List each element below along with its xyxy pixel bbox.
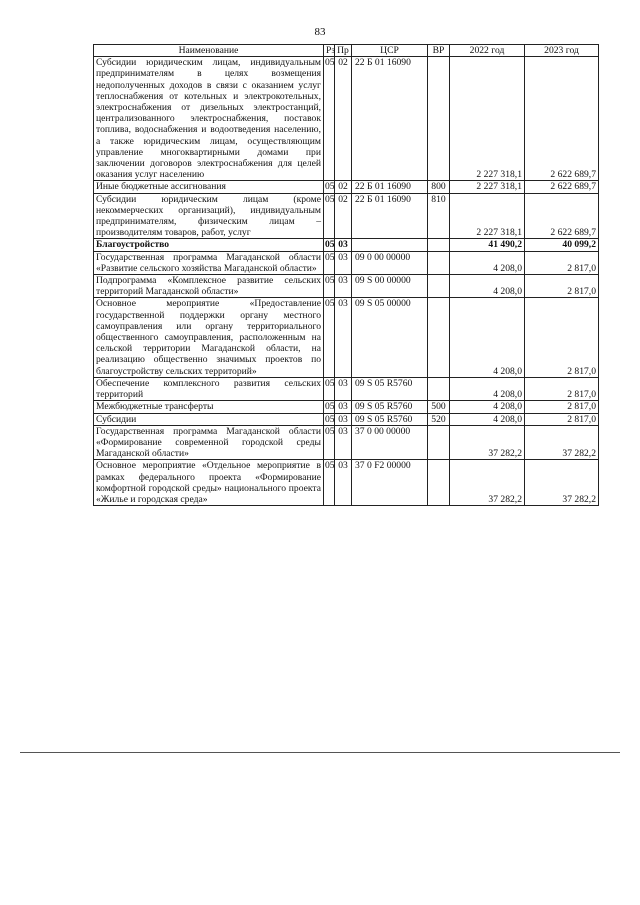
row-csr: 09 S 05 R5760 bbox=[352, 413, 428, 425]
row-2023: 2 817,0 bbox=[525, 251, 599, 274]
row-pr: 02 bbox=[335, 57, 352, 181]
row-name: Иные бюджетные ассигнования bbox=[94, 181, 324, 193]
table-row bbox=[94, 275, 599, 298]
row-2023: 2 817,0 bbox=[525, 413, 599, 425]
row-rz: 05 bbox=[325, 401, 335, 413]
row-rz: 05 bbox=[324, 425, 335, 460]
row-vr bbox=[428, 251, 450, 274]
row-rz: 05 bbox=[325, 181, 335, 193]
table-row bbox=[94, 298, 599, 377]
row-name: Субсидии юридическим лицам (кроме некоммерческих организаций), индивидуальным предпринимателям, физическим лицам – производителям товаров, работ, услуг bbox=[94, 193, 324, 239]
row-2023: 2 817,0 bbox=[525, 275, 599, 298]
row-rz: 05 bbox=[324, 57, 335, 181]
row-2022: 4 208,0 bbox=[450, 275, 525, 298]
row-2023: 37 282,2 bbox=[525, 460, 599, 506]
header-name: Наименование bbox=[94, 45, 324, 57]
row-2023: 2 817,0 bbox=[525, 401, 599, 413]
header-2022: 2022 год bbox=[450, 45, 525, 57]
header-csr: ЦСР bbox=[352, 45, 428, 57]
table-row bbox=[94, 425, 599, 460]
table-header-row bbox=[94, 45, 599, 57]
row-name: Межбюджетные трансферты bbox=[94, 401, 324, 413]
row-2022: 37 282,2 bbox=[450, 460, 525, 506]
row-name: Благоустройство bbox=[94, 239, 324, 251]
row-pr: 02 bbox=[335, 193, 352, 239]
row-csr: 09 S 05 00000 bbox=[352, 298, 428, 377]
row-csr: 37 0 F2 00000 bbox=[352, 460, 428, 506]
table-row bbox=[94, 181, 599, 193]
row-vr: 810 bbox=[428, 193, 450, 239]
row-rz: 05 bbox=[325, 413, 335, 425]
row-rz: 05 bbox=[324, 298, 335, 377]
row-pr: 03 bbox=[335, 239, 352, 251]
row-vr bbox=[428, 298, 450, 377]
row-name: Обеспечение комплексного развития сельских территорий bbox=[94, 377, 324, 400]
table-row bbox=[94, 193, 599, 239]
row-name: Подпрограмма «Комплексное развитие сельских территорий Магаданской области» bbox=[94, 275, 324, 298]
table-row bbox=[94, 377, 599, 400]
row-2023: 2 817,0 bbox=[525, 298, 599, 377]
row-2023: 2 622 689,7 bbox=[525, 193, 599, 239]
row-name: Основное мероприятие «Отдельное мероприятие в рамках федерального проекта «Формирование комфортной городской среды» национального проекта «Жилье и городская среда» bbox=[94, 460, 324, 506]
row-rz: 05 bbox=[324, 377, 335, 400]
row-2022: 4 208,0 bbox=[450, 377, 525, 400]
row-pr: 03 bbox=[335, 251, 352, 274]
row-csr: 09 S 00 00000 bbox=[352, 275, 428, 298]
row-pr: 03 bbox=[335, 460, 352, 506]
row-2022: 4 208,0 bbox=[450, 251, 525, 274]
row-2022: 37 282,2 bbox=[450, 425, 525, 460]
row-vr bbox=[428, 377, 450, 400]
row-name: Основное мероприятие «Предоставление государственной поддержки органу местного самоуправления или органу территориального общественного самоуправления, расположенным на сельской территории Магаданской области, на реализацию общественно значимых проектов по благоустройству сельских территорий» bbox=[94, 298, 324, 377]
row-vr bbox=[428, 425, 450, 460]
row-csr: 22 Б 01 16090 bbox=[352, 57, 428, 181]
row-vr: 500 bbox=[428, 401, 450, 413]
table-row bbox=[94, 239, 599, 251]
row-2023: 2 622 689,7 bbox=[525, 181, 599, 193]
row-vr: 520 bbox=[428, 413, 450, 425]
table-row bbox=[94, 251, 599, 274]
row-2022: 2 227 318,1 bbox=[450, 57, 525, 181]
row-pr: 03 bbox=[335, 413, 352, 425]
row-2022: 4 208,0 bbox=[450, 413, 525, 425]
row-pr: 03 bbox=[335, 377, 352, 400]
row-name: Субсидии юридическим лицам, индивидуальным предпринимателям в целях возмещения недополученных доходов в связи с оказанием услуг теплоснабжения от котельных и электрокотельных, электроснабжения от дизельных электростанций, централизованного электроснабжения, поставок топлива, водоснабжения и водоотведения населению, а также юридическим лицам, осуществляющим управление многоквартирными домами при заключении договоров электроснабжения для целей оказания услуг населению bbox=[94, 57, 324, 181]
row-pr: 03 bbox=[335, 401, 352, 413]
row-2022: 41 490,2 bbox=[450, 239, 525, 251]
row-name: Государственная программа Магаданской области «Развитие сельского хозяйства Магаданской области» bbox=[94, 251, 324, 274]
table-row bbox=[94, 460, 599, 506]
row-2023: 37 282,2 bbox=[525, 425, 599, 460]
row-csr: 09 S 05 R5760 bbox=[352, 401, 428, 413]
budget-table bbox=[93, 44, 599, 506]
header-rz: Рз bbox=[324, 45, 335, 57]
row-csr: 22 Б 01 16090 bbox=[352, 181, 428, 193]
row-vr bbox=[428, 275, 450, 298]
page-divider bbox=[20, 752, 620, 753]
row-vr bbox=[428, 239, 450, 251]
row-pr: 03 bbox=[335, 275, 352, 298]
page-number: 83 bbox=[314, 26, 326, 38]
header-vr: ВР bbox=[428, 45, 450, 57]
row-rz: 05 bbox=[324, 460, 335, 506]
header-pr: Пр bbox=[335, 45, 352, 57]
row-2023: 2 817,0 bbox=[525, 377, 599, 400]
row-2023: 40 099,2 bbox=[525, 239, 599, 251]
table-row bbox=[94, 413, 599, 425]
row-csr: 22 Б 01 16090 bbox=[352, 193, 428, 239]
row-rz: 05 bbox=[324, 193, 335, 239]
row-name: Государственная программа Магаданской области «Формирование современной городской среды Магаданской области» bbox=[94, 425, 324, 460]
row-csr: 09 0 00 00000 bbox=[352, 251, 428, 274]
row-vr bbox=[428, 57, 450, 181]
row-vr bbox=[428, 460, 450, 506]
table-row bbox=[94, 57, 599, 181]
row-2022: 2 227 318,1 bbox=[450, 181, 525, 193]
row-2022: 4 208,0 bbox=[450, 401, 525, 413]
table-row bbox=[94, 401, 599, 413]
row-rz: 05 bbox=[324, 251, 335, 274]
row-pr: 03 bbox=[335, 298, 352, 377]
row-rz: 05 bbox=[325, 239, 335, 251]
row-2022: 2 227 318,1 bbox=[450, 193, 525, 239]
row-csr: 09 S 05 R5760 bbox=[352, 377, 428, 400]
row-vr: 800 bbox=[428, 181, 450, 193]
row-2023: 2 622 689,7 bbox=[525, 57, 599, 181]
row-name: Субсидии bbox=[94, 413, 324, 425]
row-csr: 37 0 00 00000 bbox=[352, 425, 428, 460]
row-csr bbox=[352, 239, 428, 251]
row-2022: 4 208,0 bbox=[450, 298, 525, 377]
row-rz: 05 bbox=[324, 275, 335, 298]
header-2023: 2023 год bbox=[525, 45, 599, 57]
row-pr: 02 bbox=[335, 181, 352, 193]
row-pr: 03 bbox=[335, 425, 352, 460]
